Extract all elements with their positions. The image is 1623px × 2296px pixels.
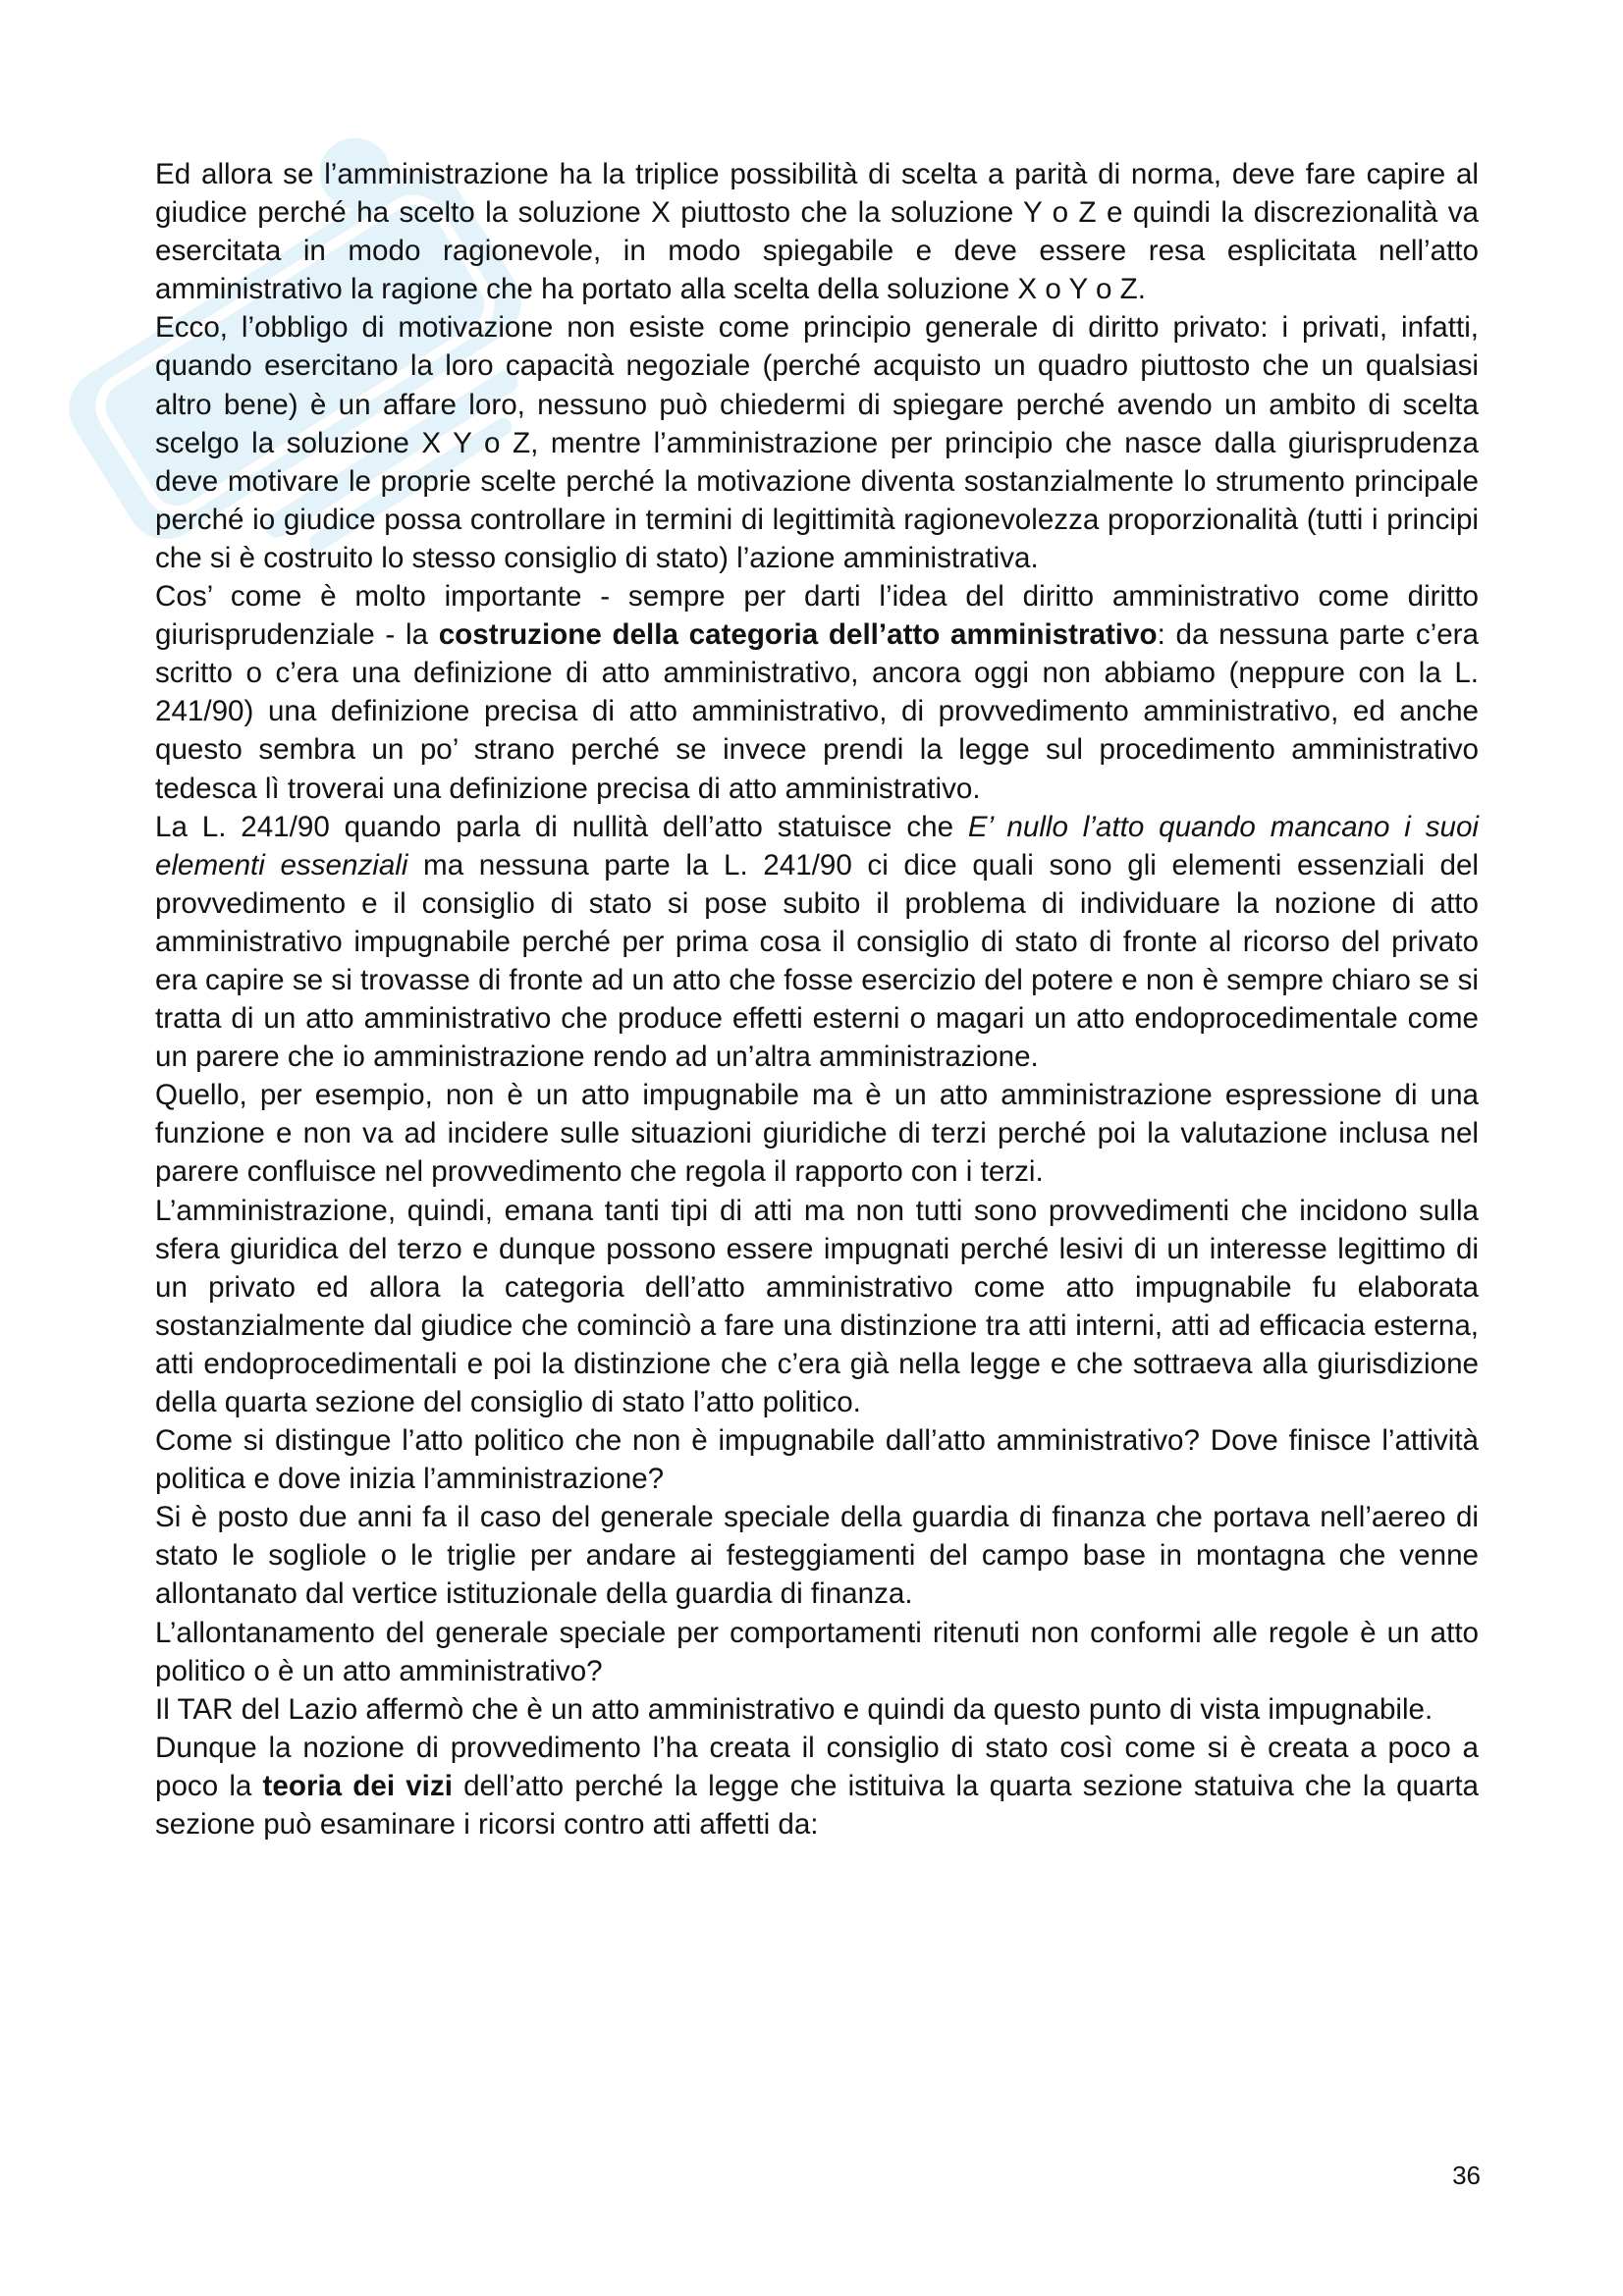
- italic-text: E’ nullo l’atto quando mancano i suoi elementi essenziali: [155, 810, 1479, 881]
- text-run: Si è posto due anni fa il caso del generale speciale della guardia di finanza che portava nell’aereo di stato le sogliole o le triglie per andare ai festeggiamenti del campo base in montagna che venne allontanato dal vertice istituzionale della guardia di finanza.: [155, 1501, 1479, 1611]
- text-run: dell’atto perché la legge che istituiva la quarta sezione statuiva che la quarta sezione può esaminare i ricorsi contro atti affetti da:: [155, 1769, 1480, 1842]
- paragraph: [155, 1614, 1479, 1690]
- text-run: L’allontanamento del generale speciale per comportamenti ritenuti non conformi alle regole è un atto politico o è un atto amministrativo?: [155, 1616, 1479, 1687]
- text-run: Dunque la nozione di provvedimento l’ha creata il consiglio di stato così come si è creata a poco a poco la: [155, 1731, 1479, 1802]
- bold-text: teoria dei vizi: [262, 1769, 453, 1802]
- bold-text: costruzione della categoria dell’atto amministrativo: [438, 618, 1158, 652]
- text-run: Ecco, l’obbligo di motivazione non esiste come principio generale di diritto privato: i privati, infatti, quando esercitano la loro capacità negoziale (perché acquisto un quadro piuttosto che un qualsiasi altro bene) è un affare loro, nessuno può chiedermi di spiegare perché avendo un ambito di scelta scelgo la soluzione X Y o Z, mentre l’amministrazione per principio che nasce dalla giurisprudenza deve motivare le proprie scelte perché la motivazione diventa sostanzialmente lo strumento principale perché io giudice possa controllare in termini di legittimità ragionevolezza proporzionalità (tutti i principi che si è costruito lo stesso consiglio di stato) l’azione amministrativa.: [155, 311, 1479, 574]
- text-run: : da nessuna parte c’era scritto o c’era una definizione di atto amministrativo, ancora oggi non abbiamo (neppure con la L. 241/90) una definizione precisa di atto amministrativo, di provvedimento amministrativo, ed anche questo sembra un po’ strano perché se invece prendi la legge sul procedimento amministrativo tedesca lì troverai una definizione precisa di atto amministrativo.: [155, 618, 1479, 805]
- paragraph: [155, 1076, 1479, 1191]
- text-run: L’amministrazione, quindi, emana tanti tipi di atti ma non tutti sono provvedimenti che incidono sulla sfera giuridica del terzo e dunque possono essere impugnati perché lesivi di un interesse legittimo di un privato ed allora la categoria dell’atto amministrativo come atto impugnabile fu elaborata sostanzialmente dal giudice che cominciò a fare una distinzione tra atti interni, atti ad efficacia esterna, atti endoprocedimentali e poi la distinzione che c’era già nella legge e che sottraeva alla giurisdizione della quarta sezione del consiglio di stato l’atto politico.: [155, 1194, 1479, 1418]
- paragraph: [155, 1690, 1479, 1729]
- text-run: Come si distingue l’atto politico che non è impugnabile dall’atto amministrativo? Dove finisce l’attività politica e dove inizia l’amministrazione?: [155, 1424, 1479, 1496]
- text-run: ma nessuna parte la L. 241/90 ci dice quali sono gli elementi essenziali del provvedimento e il consiglio di stato si pose subito il problema di individuare la nozione di atto amministrativo impugnabile perché per prima cosa il consiglio di stato di fronte al ricorso del privato era capire se si trovasse di fronte ad un atto che fosse esercizio del potere e non è sempre chiaro se si tratta di un atto amministrativo che produce effetti esterni o magari un atto endoprocedimentale come un parere che io amministrazione rendo ad un’altra amministrazione.: [155, 848, 1480, 1074]
- document-body: [155, 155, 1479, 1843]
- paragraph: [155, 308, 1479, 577]
- text-run: Ed allora se l’amministrazione ha la triplice possibilità di scelta a parità di norma, deve fare capire al giudice perché ha scelto la soluzione X piuttosto che la soluzione Y o Z e quindi la discrezionalità va esercitata in modo ragionevole, in modo spiegabile e deve essere resa esplicitata nell’atto amministrativo la ragione che ha portato alla scelta della soluzione X o Y o Z.: [155, 158, 1479, 306]
- paragraph: [155, 577, 1479, 808]
- text-run: Il TAR del Lazio affermò che è un atto amministrativo e quindi da questo punto di vista impugnabile.: [155, 1692, 1434, 1726]
- paragraph: [155, 1498, 1479, 1613]
- text-run: Cos’ come è molto importante - sempre per darti l’idea del diritto amministrativo come diritto giurisprudenziale - la: [155, 580, 1479, 652]
- paragraph: [155, 1729, 1479, 1843]
- paragraph: [155, 808, 1479, 1077]
- page-number: 36: [1452, 2161, 1481, 2190]
- paragraph: [155, 1421, 1479, 1498]
- text-run: Quello, per esempio, non è un atto impugnabile ma è un atto amministrazione espressione di una funzione e non va ad incidere sulle situazioni giuridiche di terzi perché poi la valutazione inclusa nel parere confluisce nel provvedimento che regola il rapporto con i terzi.: [155, 1079, 1479, 1189]
- text-run: La L. 241/90 quando parla di nullità dell’atto statuisce che: [155, 810, 968, 843]
- paragraph: [155, 155, 1479, 308]
- paragraph: [155, 1192, 1479, 1422]
